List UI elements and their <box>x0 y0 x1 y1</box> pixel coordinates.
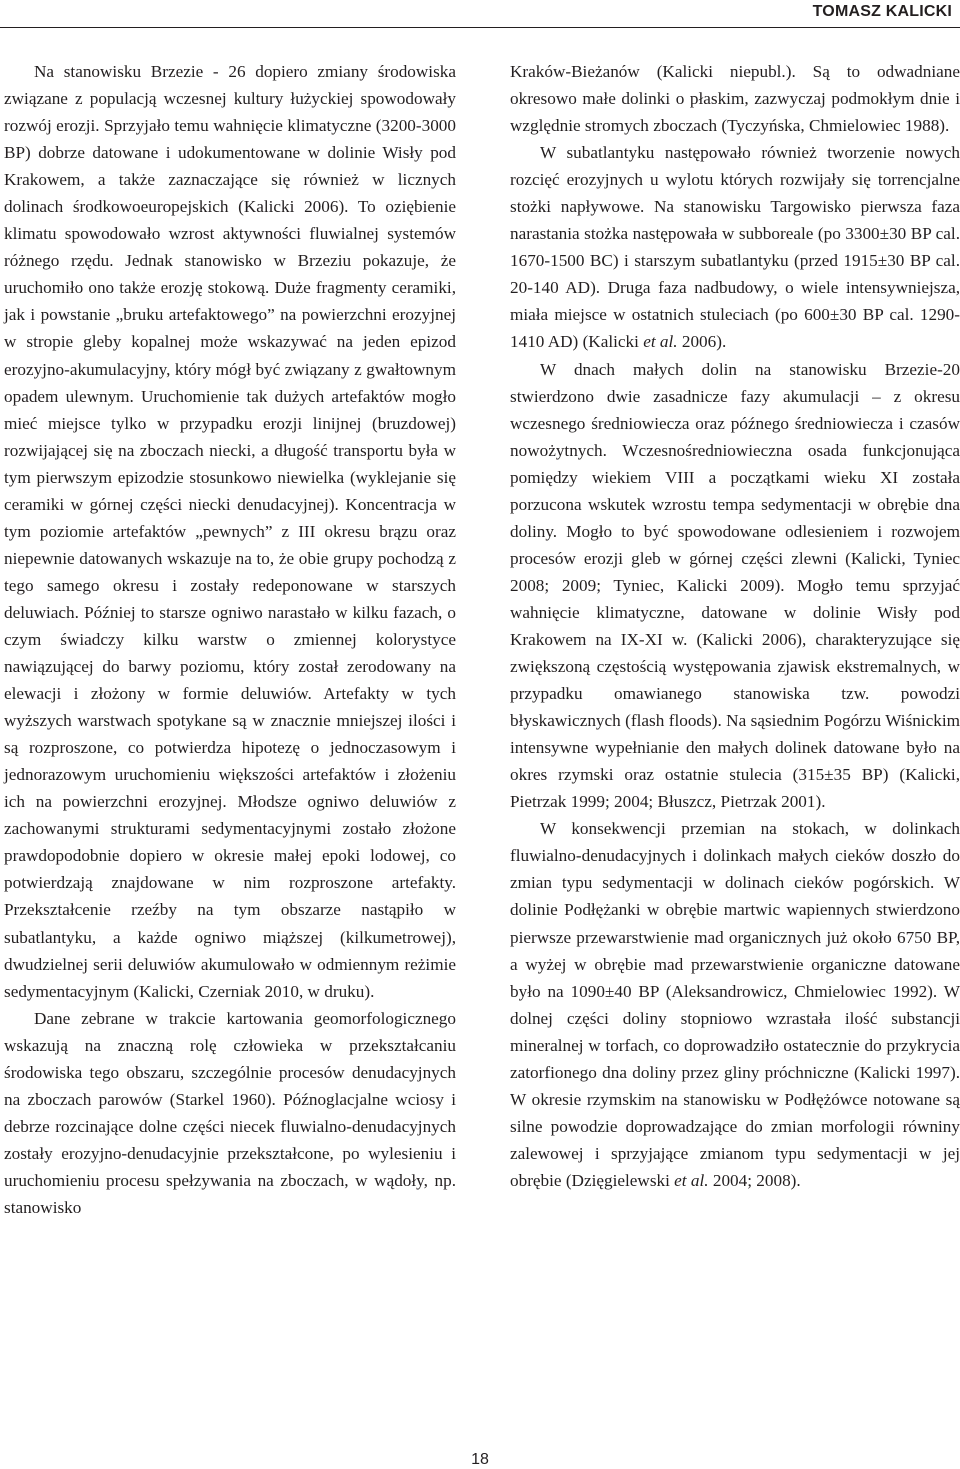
running-head-author: TOMASZ KALICKI <box>812 3 952 20</box>
paragraph-right-4 <box>510 815 960 1194</box>
paragraph-left-2: Dane zebrane w trakcie kartowania geomorfologicznego wskazują na znaczną rolę człowieka w przekształcaniu środowiska tego obszaru, szczególnie procesów denudacyjnych na zboczach parowów (Starkel 1960). Późnoglacjalne wciosy i debrze rozcinające dolne części niecek fluwialno-denudacyjnych zostały erozyjno-denudacyjnie przekształcone, po wylesieniu i uruchomieniu procesu spełzywania na zboczach, w wądoły, np. stanowisko <box>4 1008 456 1217</box>
left-column <box>4 58 456 1221</box>
paragraph-right-1: Kraków-Bieżanów (Kalicki niepubl.). Są to odwadniane okresowo małe dolinki o płaskim, zazwyczaj podmokłym dnie i względnie stromych zboczach (Tyczyńska, Chmielowiec 1988). <box>510 62 960 136</box>
et-al-2: et al. <box>674 1170 709 1190</box>
page-number: 18 <box>471 1451 489 1468</box>
et-al-1: et al. <box>643 332 678 352</box>
paragraph-right-2-text: W subatlantyku następowało również tworzenie nowych rozcięć erozyjnych u wylotu których rozwijały się torrencjalne stożki napływowe. Na stanowisku Targowisko pierwsza faza narastania stożka następowała w subboreale (po 3300±30 BP cal. 1670-1500 BC) i starszym subatlantyku (przed 1915±30 BP cal. 20-140 AD). Druga faza nadbudowy, o wiele intensywniejsza, miała miejsce w ostatnich stuleciach (po 600±30 BP cal. 1290-1410 AD) (Kalicki <box>510 143 960 352</box>
paragraph-right-3: W dnach małych dolin na stanowisku Brzezie-20 stwierdzono dwie zasadnicze fazy akumulacji – z okresu wczesnego średniowiecza oraz późnego średniowiecza i czasów nowożytnych. Wczesnośredniowieczna osada funkcjonująca pomiędzy wiekiem VIII a początkami wieku XI została porzucona wskutek wzrostu tempa sedymentacji w obrębie dna doliny. Mogło to być spowodowane odlesieniem i rozwojem procesów erozji gleb w górnej części zlewni (Kalicki, Tyniec 2008; 2009; Tyniec, Kalicki 2009). Mogło temu sprzyjać wahnięcie klimatyczne, datowane w dolinie Wisły pod Krakowem na IX-XI w. (Kalicki 2006), charakteryzujące się zwiększoną częstością występowania zjawisk ekstremalnych, w przypadku omawianego stanowiska tzw. powodzi błyskawicznych (flash floods). Na sąsiednim Pogórzu Wiśnickim intensywne wypełnianie den małych dolinek datowane było na okres rzymski oraz ostatnie stulecia (315±35 BP) (Kalicki, Pietrzak 1999; 2004; Błuszcz, Pietrzak 2001). <box>510 359 960 812</box>
paragraph-right-4-text: W konsekwencji przemian na stokach, w dolinkach fluwialno-denudacyjnych i dolinkach małych cieków doszło do zmian typu sedymentacji w dolinach cieków pogórskich. W dolinie Podłężanki w obrębie martwic wapiennych stwierdzono pierwsze przewarstwienie mad organicznych już około 6750 BP, a wyżej w obrębie mad przewarstwienie organiczne datowane było na 1090±40 BP (Aleksandrowicz, Chmielowiec 1992). W dolnej części doliny stopniowo wzrastała ilość substancji mineralnej w torfach, co doprowadziło ostatecznie do przykrycia zatorfionego dna doliny przez gliny próchniczne (Kalicki 1997). W okresie rzymskim na stanowisku w Podłężówce notowane są silne powodzie doprowadzające do zmian morfologii równiny zalewowej i sprzyjające zmianom typu sedymentacji w jej obrębie (Dzięgielewski <box>510 819 960 1190</box>
paragraph-left-1: Na stanowisku Brzezie - 26 dopiero zmiany środowiska związane z populacją wczesnej kultury łużyckiej spowodowały rozwój erozji. Sprzyjało temu wahnięcie klimatyczne (3200-3000 BP) dobrze datowane i udokumentowane w dolinie Wisły pod Krakowem, a także zaznaczające się również w licznych dolinach środkowoeuropejskich (Kalicki 2006). To oziębienie klimatu spowodowało wzrost aktywności fluwialnej systemów różnego rzędu. Jednak stanowisko w Brzeziu pokazuje, że uruchomiło ono także erozję stokową. Duże fragmenty ceramiki, jak i powstanie „bruku artefaktowego” na powierzchni erozyjnej w stropie gleby kopalnej może wskazywać na jeden epizod erozyjno-akumulacyjny, który mógł być związany z gwałtownym opadem ulewnym. Uruchomienie tak dużych artefaktów mogło mieć miejsce tylko w przypadku erozji linijnej (bruzdowej) rozwijającej się na zboczach niecki, a długość transportu była w tym pierwszym epizodzie stosunkowo niewielka (wyklejanie się ceramiki w górnej części niecki denudacyjnej). Koncentracja w tym poziomie artefaktów „pewnych” z III okresu brązu oraz niepewnie datowanych wskazuje na to, że obie grupy pochodzą z tego samego okresu i zostały redeponowane w starszych deluwiach. Później to starsze ogniwo narastało w kilku fazach, o czym świadczy kilku warstw o zmiennej kolorystyce nawiązującej do barwy poziomu, który został zerodowany na elewacji i złożony w formie deluwiów. Artefakty w tych wyższych warstwach spotykane są w znacznie mniejszej ilości i są rozproszone, co potwierdza hipotezę o jednoczasowym i jednorazowym uruchomieniu większości artefaktów i złożeniu ich na powierzchni erozyjnej. Młodsze ogniwo deluwiów z zachowanymi strukturami sedymentacyjnymi zostało złożone prawdopodobnie dopiero w okresie małej epoki lodowej, co potwierdzają znajdowane w nim rozproszone artefakty. Przekształcenie rzeźby na tym obszarze nastąpiło w subatlantyku, a każde ogniwo miąższej (kilkumetrowej), dwudzielnej serii deluwiów akumulowało w odmiennym reżimie sedymentacyjnym (Kalicki, Czerniak 2010, w druku). <box>4 62 456 1001</box>
right-column <box>510 58 960 1194</box>
header-rule <box>0 27 960 28</box>
paragraph-right-4-end: 2004; 2008). <box>712 1170 801 1190</box>
paragraph-right-2-end: 2006). <box>681 332 727 352</box>
paragraph-right-2 <box>510 139 960 355</box>
